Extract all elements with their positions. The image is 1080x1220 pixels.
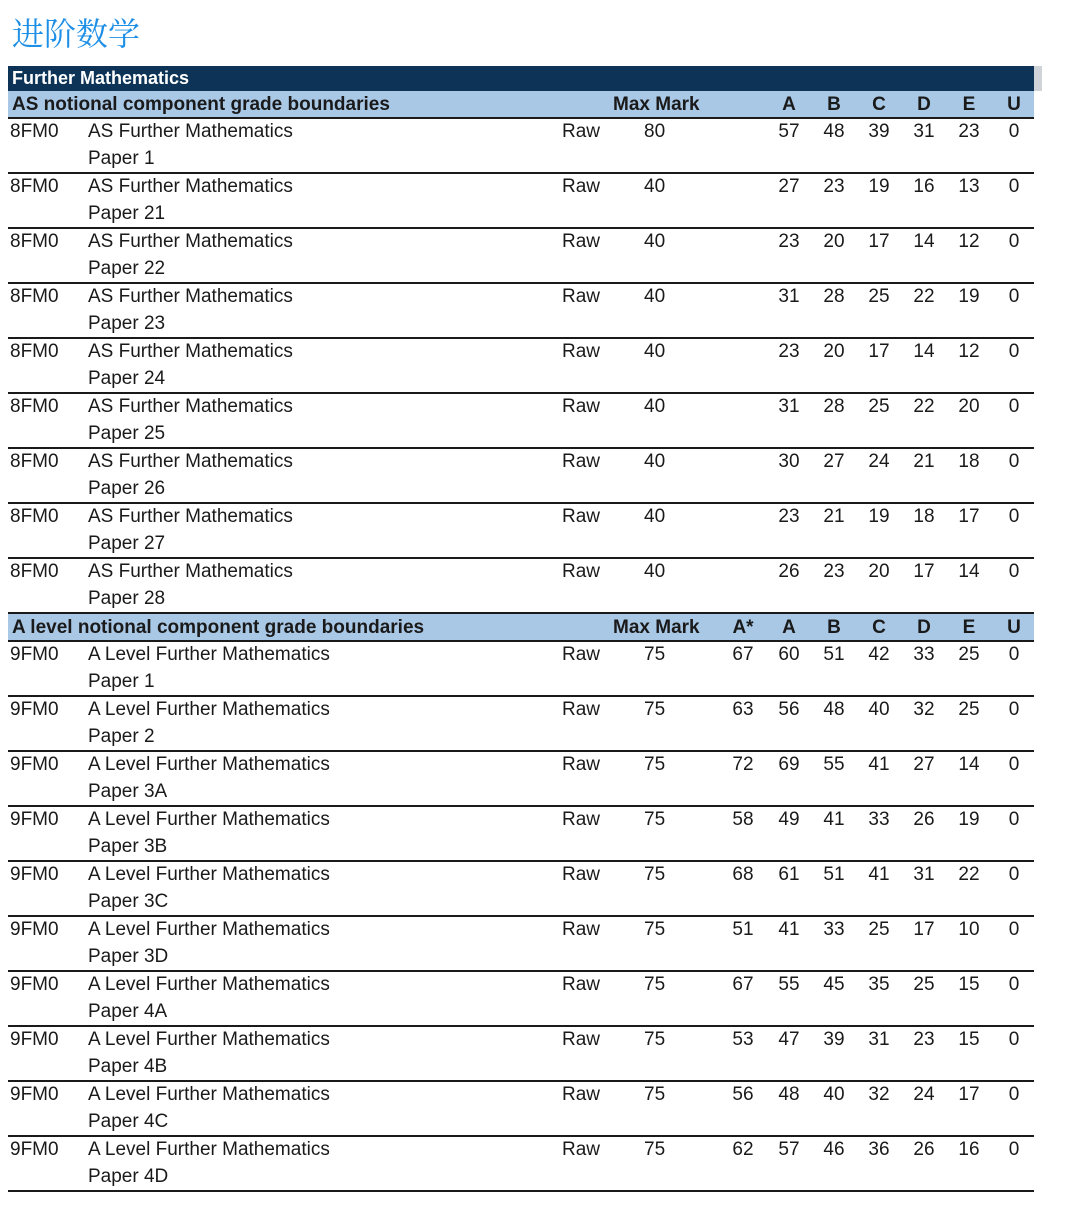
boundary-u: 0 <box>1008 121 1020 142</box>
boundary-b: 28 <box>823 396 845 417</box>
max-mark: 40 <box>644 286 666 307</box>
spec-code: 8FM0 <box>10 561 59 582</box>
boundary-b: 28 <box>823 286 845 307</box>
component-title: AS Further Mathematics <box>88 451 293 472</box>
boundary-c: 40 <box>868 699 890 720</box>
boundary-e: 17 <box>958 506 980 527</box>
boundary-u: 0 <box>1008 341 1020 362</box>
spec-code: 8FM0 <box>10 176 59 197</box>
boundary-e: 14 <box>958 754 980 775</box>
boundary-e: 12 <box>958 341 980 362</box>
paper-name: Paper 23 <box>88 313 166 334</box>
boundary-a-star: 63 <box>732 699 754 720</box>
table-row <box>8 1027 1034 1082</box>
max-mark: 75 <box>644 1029 666 1050</box>
boundary-b: 27 <box>823 451 845 472</box>
boundary-a-star: 67 <box>732 644 754 665</box>
as-rows <box>8 119 1034 614</box>
spec-code: 9FM0 <box>10 974 59 995</box>
grade-header-u: U <box>1007 94 1021 115</box>
boundary-u: 0 <box>1008 809 1020 830</box>
max-mark: 40 <box>644 176 666 197</box>
boundary-a: 61 <box>778 864 800 885</box>
max-mark: 75 <box>644 754 666 775</box>
grade-boundaries-table <box>8 66 1034 1192</box>
paper-name: Paper 4B <box>88 1056 168 1077</box>
component-title: AS Further Mathematics <box>88 341 293 362</box>
boundary-d: 33 <box>913 644 935 665</box>
paper-name: Paper 1 <box>88 671 155 692</box>
boundary-e: 12 <box>958 231 980 252</box>
grade-header-e: E <box>962 617 976 638</box>
boundary-a: 27 <box>778 176 800 197</box>
spec-code: 9FM0 <box>10 699 59 720</box>
boundary-a-star: 68 <box>732 864 754 885</box>
max-mark: 75 <box>644 809 666 830</box>
boundary-d: 24 <box>913 1084 935 1105</box>
boundary-b: 41 <box>823 809 845 830</box>
paper-name: Paper 3C <box>88 891 169 912</box>
table-row <box>8 862 1034 917</box>
boundary-e: 16 <box>958 1139 980 1160</box>
component-title: A Level Further Mathematics <box>88 1139 330 1160</box>
boundary-u: 0 <box>1008 1084 1020 1105</box>
paper-name: Paper 3B <box>88 836 168 857</box>
boundary-a: 55 <box>778 974 800 995</box>
boundary-e: 23 <box>958 121 980 142</box>
boundary-e: 20 <box>958 396 980 417</box>
spec-code: 9FM0 <box>10 809 59 830</box>
boundary-d: 31 <box>913 864 935 885</box>
table-row <box>8 394 1034 449</box>
boundary-e: 19 <box>958 809 980 830</box>
boundary-c: 17 <box>868 341 890 362</box>
table-row <box>8 449 1034 504</box>
component-title: AS Further Mathematics <box>88 121 293 142</box>
boundary-c: 24 <box>868 451 890 472</box>
boundary-a: 31 <box>778 396 800 417</box>
component-title: A Level Further Mathematics <box>88 974 330 995</box>
table-row <box>8 504 1034 559</box>
boundary-a-star: 58 <box>732 809 754 830</box>
component-title: A Level Further Mathematics <box>88 864 330 885</box>
max-mark: 80 <box>644 121 666 142</box>
boundary-b: 21 <box>823 506 845 527</box>
component-title: A Level Further Mathematics <box>88 754 330 775</box>
boundary-d: 17 <box>913 561 935 582</box>
mark-type: Raw <box>562 754 601 775</box>
boundary-c: 19 <box>868 506 890 527</box>
mark-type: Raw <box>562 974 601 995</box>
boundary-d: 14 <box>913 231 935 252</box>
max-mark-header: Max Mark <box>613 617 700 638</box>
table-row <box>8 284 1034 339</box>
boundary-a: 69 <box>778 754 800 775</box>
boundary-e: 13 <box>958 176 980 197</box>
mark-type: Raw <box>562 231 601 252</box>
mark-type: Raw <box>562 1029 601 1050</box>
max-mark: 40 <box>644 506 666 527</box>
paper-name: Paper 21 <box>88 203 166 224</box>
boundary-a: 60 <box>778 644 800 665</box>
boundary-d: 22 <box>913 396 935 417</box>
boundary-b: 51 <box>823 644 845 665</box>
spec-code: 9FM0 <box>10 1139 59 1160</box>
boundary-d: 16 <box>913 176 935 197</box>
boundary-d: 14 <box>913 341 935 362</box>
max-mark: 40 <box>644 231 666 252</box>
table-row <box>8 807 1034 862</box>
boundary-c: 17 <box>868 231 890 252</box>
boundary-b: 39 <box>823 1029 845 1050</box>
boundary-d: 31 <box>913 121 935 142</box>
max-mark: 75 <box>644 919 666 940</box>
boundary-c: 25 <box>868 286 890 307</box>
spec-code: 9FM0 <box>10 1084 59 1105</box>
boundary-c: 25 <box>868 396 890 417</box>
as-section-title: AS notional component grade boundaries <box>12 94 390 115</box>
mark-type: Raw <box>562 1139 601 1160</box>
a-level-rows <box>8 642 1034 1192</box>
boundary-c: 32 <box>868 1084 890 1105</box>
table-row <box>8 119 1034 174</box>
boundary-b: 46 <box>823 1139 845 1160</box>
spec-code: 8FM0 <box>10 231 59 252</box>
boundary-c: 41 <box>868 754 890 775</box>
boundary-a-star: 72 <box>732 754 754 775</box>
spec-code: 9FM0 <box>10 919 59 940</box>
table-row <box>8 1137 1034 1192</box>
mark-type: Raw <box>562 286 601 307</box>
boundary-d: 32 <box>913 699 935 720</box>
table-row <box>8 174 1034 229</box>
boundary-a: 49 <box>778 809 800 830</box>
boundary-u: 0 <box>1008 644 1020 665</box>
boundary-a: 57 <box>778 121 800 142</box>
table-row <box>8 972 1034 1027</box>
boundary-b: 23 <box>823 561 845 582</box>
boundary-e: 15 <box>958 1029 980 1050</box>
paper-name: Paper 26 <box>88 478 166 499</box>
paper-name: Paper 2 <box>88 726 155 747</box>
boundary-u: 0 <box>1008 919 1020 940</box>
boundary-b: 55 <box>823 754 845 775</box>
table-row <box>8 642 1034 697</box>
grade-header-c: C <box>872 617 886 638</box>
boundary-a: 23 <box>778 341 800 362</box>
grade-header-a: A <box>782 617 796 638</box>
mark-type: Raw <box>562 1084 601 1105</box>
component-title: AS Further Mathematics <box>88 286 293 307</box>
boundary-e: 15 <box>958 974 980 995</box>
boundary-e: 19 <box>958 286 980 307</box>
boundary-b: 48 <box>823 121 845 142</box>
mark-type: Raw <box>562 176 601 197</box>
max-mark: 40 <box>644 396 666 417</box>
table-row <box>8 697 1034 752</box>
boundary-a-star: 51 <box>732 919 754 940</box>
spec-code: 8FM0 <box>10 451 59 472</box>
boundary-b: 45 <box>823 974 845 995</box>
grade-header-e: E <box>962 94 976 115</box>
max-mark: 40 <box>644 341 666 362</box>
as-section-header <box>8 91 1034 119</box>
component-title: A Level Further Mathematics <box>88 644 330 665</box>
boundary-d: 17 <box>913 919 935 940</box>
boundary-a: 48 <box>778 1084 800 1105</box>
mark-type: Raw <box>562 919 601 940</box>
spec-code: 9FM0 <box>10 644 59 665</box>
boundary-a: 30 <box>778 451 800 472</box>
boundary-a: 47 <box>778 1029 800 1050</box>
boundary-b: 23 <box>823 176 845 197</box>
boundary-u: 0 <box>1008 286 1020 307</box>
mark-type: Raw <box>562 699 601 720</box>
boundary-d: 23 <box>913 1029 935 1050</box>
boundary-u: 0 <box>1008 176 1020 197</box>
table-row <box>8 559 1034 614</box>
paper-name: Paper 4C <box>88 1111 169 1132</box>
boundary-b: 20 <box>823 231 845 252</box>
mark-type: Raw <box>562 451 601 472</box>
boundary-b: 40 <box>823 1084 845 1105</box>
mark-type: Raw <box>562 506 601 527</box>
grade-header-a: A <box>782 94 796 115</box>
spec-code: 9FM0 <box>10 864 59 885</box>
boundary-c: 19 <box>868 176 890 197</box>
boundary-u: 0 <box>1008 1139 1020 1160</box>
boundary-a: 26 <box>778 561 800 582</box>
spec-code: 8FM0 <box>10 396 59 417</box>
max-mark: 75 <box>644 1139 666 1160</box>
mark-type: Raw <box>562 864 601 885</box>
max-mark: 75 <box>644 864 666 885</box>
boundary-u: 0 <box>1008 699 1020 720</box>
boundary-u: 0 <box>1008 864 1020 885</box>
grade-header-d: D <box>917 94 931 115</box>
boundary-a-star: 67 <box>732 974 754 995</box>
a-level-section-header <box>8 614 1034 642</box>
boundary-e: 25 <box>958 699 980 720</box>
table-row <box>8 339 1034 394</box>
spec-code: 8FM0 <box>10 286 59 307</box>
boundary-e: 25 <box>958 644 980 665</box>
max-mark: 75 <box>644 974 666 995</box>
boundary-b: 33 <box>823 919 845 940</box>
paper-name: Paper 4A <box>88 1001 168 1022</box>
component-title: AS Further Mathematics <box>88 176 293 197</box>
paper-name: Paper 24 <box>88 368 166 389</box>
grade-header-a-star: A* <box>732 617 754 638</box>
component-title: A Level Further Mathematics <box>88 1084 330 1105</box>
boundary-d: 18 <box>913 506 935 527</box>
max-mark: 75 <box>644 1084 666 1105</box>
boundary-c: 42 <box>868 644 890 665</box>
boundary-u: 0 <box>1008 754 1020 775</box>
boundary-c: 36 <box>868 1139 890 1160</box>
boundary-d: 25 <box>913 974 935 995</box>
paper-name: Paper 3D <box>88 946 169 967</box>
boundary-a-star: 53 <box>732 1029 754 1050</box>
boundary-a: 23 <box>778 231 800 252</box>
boundary-c: 25 <box>868 919 890 940</box>
boundary-b: 51 <box>823 864 845 885</box>
boundary-d: 21 <box>913 451 935 472</box>
mark-type: Raw <box>562 644 601 665</box>
mark-type: Raw <box>562 396 601 417</box>
boundary-a: 23 <box>778 506 800 527</box>
table-row <box>8 1082 1034 1137</box>
boundary-d: 27 <box>913 754 935 775</box>
boundary-c: 35 <box>868 974 890 995</box>
table-row <box>8 229 1034 284</box>
component-title: A Level Further Mathematics <box>88 919 330 940</box>
spec-code: 8FM0 <box>10 341 59 362</box>
boundary-d: 26 <box>913 809 935 830</box>
boundary-c: 41 <box>868 864 890 885</box>
boundary-u: 0 <box>1008 451 1020 472</box>
spec-code: 8FM0 <box>10 506 59 527</box>
boundary-e: 10 <box>958 919 980 940</box>
boundary-e: 17 <box>958 1084 980 1105</box>
mark-type: Raw <box>562 341 601 362</box>
boundary-u: 0 <box>1008 561 1020 582</box>
max-mark-header: Max Mark <box>613 94 700 115</box>
boundary-a: 56 <box>778 699 800 720</box>
boundary-a: 31 <box>778 286 800 307</box>
max-mark: 40 <box>644 451 666 472</box>
a-level-section-title: A level notional component grade boundaries <box>12 617 425 638</box>
component-title: AS Further Mathematics <box>88 396 293 417</box>
spec-code: 8FM0 <box>10 121 59 142</box>
max-mark: 40 <box>644 561 666 582</box>
grade-header-c: C <box>872 94 886 115</box>
page-title: 进阶数学 <box>12 15 141 53</box>
grade-header-b: B <box>827 617 841 638</box>
boundary-d: 22 <box>913 286 935 307</box>
grade-header-d: D <box>917 617 931 638</box>
spec-code: 9FM0 <box>10 754 59 775</box>
component-title: AS Further Mathematics <box>88 231 293 252</box>
boundary-u: 0 <box>1008 396 1020 417</box>
paper-name: Paper 3A <box>88 781 168 802</box>
paper-name: Paper 22 <box>88 258 166 279</box>
boundary-c: 39 <box>868 121 890 142</box>
paper-name: Paper 25 <box>88 423 166 444</box>
boundary-c: 31 <box>868 1029 890 1050</box>
boundary-u: 0 <box>1008 974 1020 995</box>
mark-type: Raw <box>562 561 601 582</box>
table-row <box>8 917 1034 972</box>
grade-header-b: B <box>827 94 841 115</box>
boundary-a: 41 <box>778 919 800 940</box>
mark-type: Raw <box>562 121 601 142</box>
boundary-e: 18 <box>958 451 980 472</box>
boundary-c: 33 <box>868 809 890 830</box>
boundary-u: 0 <box>1008 506 1020 527</box>
paper-name: Paper 4D <box>88 1166 169 1187</box>
component-title: A Level Further Mathematics <box>88 1029 330 1050</box>
max-mark: 75 <box>644 644 666 665</box>
spec-code: 9FM0 <box>10 1029 59 1050</box>
table-banner: Further Mathematics <box>8 66 1034 91</box>
boundary-b: 20 <box>823 341 845 362</box>
boundary-a-star: 62 <box>732 1139 754 1160</box>
max-mark: 75 <box>644 699 666 720</box>
boundary-c: 20 <box>868 561 890 582</box>
boundary-a-star: 56 <box>732 1084 754 1105</box>
paper-name: Paper 28 <box>88 588 166 609</box>
component-title: AS Further Mathematics <box>88 506 293 527</box>
paper-name: Paper 1 <box>88 148 155 169</box>
boundary-u: 0 <box>1008 1029 1020 1050</box>
paper-name: Paper 27 <box>88 533 166 554</box>
boundary-b: 48 <box>823 699 845 720</box>
mark-type: Raw <box>562 809 601 830</box>
component-title: AS Further Mathematics <box>88 561 293 582</box>
boundary-e: 14 <box>958 561 980 582</box>
grade-header-u: U <box>1007 617 1021 638</box>
boundary-a: 57 <box>778 1139 800 1160</box>
boundary-e: 22 <box>958 864 980 885</box>
component-title: A Level Further Mathematics <box>88 699 330 720</box>
table-row <box>8 752 1034 807</box>
boundary-d: 26 <box>913 1139 935 1160</box>
boundary-u: 0 <box>1008 231 1020 252</box>
component-title: A Level Further Mathematics <box>88 809 330 830</box>
